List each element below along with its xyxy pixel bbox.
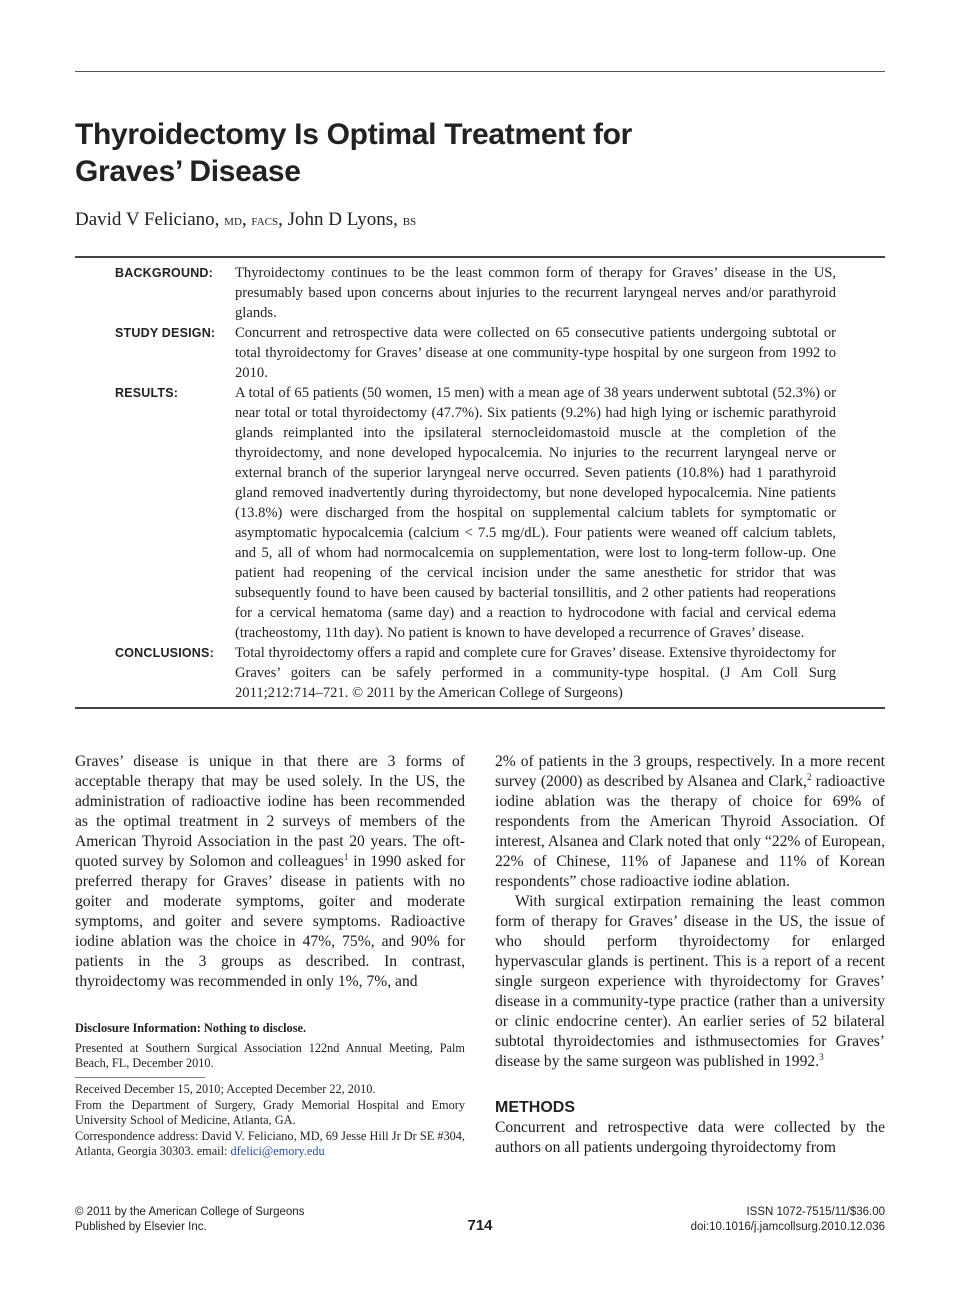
abstract-label: RESULTS: <box>115 386 179 400</box>
body-paragraph <box>495 752 885 892</box>
reference-link[interactable]: 3 <box>819 1052 824 1062</box>
presented-note: Presented at Southern Surgical Association 122nd Annual Meeting, Palm Beach, FL, December 2010. <box>75 1040 465 1070</box>
author-2-name: John D Lyons, <box>287 209 398 230</box>
body-paragraph <box>75 752 465 992</box>
author-list: David V Feliciano, md, facs, John D Lyons, bs <box>75 209 417 230</box>
section-heading-methods: METHODS <box>495 1099 575 1116</box>
abstract-label: STUDY DESIGN: <box>115 326 216 340</box>
footnote-disclosure-block <box>75 1021 465 1072</box>
abstract-study-design <box>75 323 885 383</box>
footer-right <box>691 1205 885 1235</box>
abstract-background <box>75 263 885 323</box>
body-column-right <box>495 752 885 1158</box>
copyright-text: © 2011 by the American College of Surgeons <box>75 1206 305 1218</box>
email-link[interactable]: dfelici@emory.edu <box>230 1144 325 1158</box>
footnote-affiliation-block <box>75 1082 465 1160</box>
body-text: in 1990 asked for preferred therapy for Graves’ disease in patients with no goiter and moderate symptoms, goiter and moderate symptoms, and goiter and severe symptoms. Radioactive iodine ablation was the choice in 47%, 75%, and 90% for patients in the 3 groups as described. In contrast, thyroidectomy was recommended in only 1%, 7%, and <box>75 853 465 990</box>
author-1-degree-facs: facs <box>251 213 279 229</box>
abstract-box <box>75 256 885 709</box>
reference-link[interactable]: 1 <box>343 852 349 862</box>
top-rule <box>75 71 885 72</box>
body-text: radioactive iodine ablation was the therapy of choice for 69% of respondents from the American Thyroid Association. Of interest, Alsanea and Clark noted that only “22% of European, 22% of Chinese, 11% of Japanese and 11% of Korean respondents” chose radioactive iodine ablation. <box>495 773 885 890</box>
affiliation-note: From the Department of Surgery, Grady Memorial Hospital and Emory University School of Medicine, Atlanta, GA. <box>75 1097 465 1127</box>
abstract-text: Total thyroidectomy offers a rapid and complete cure for Graves’ disease. Extensive thyroidectomy for Graves’ goiters can be safely performed in a community-type hospital. (J Am Coll Surg 2011;212:714–721. © 2011 by the American College of Surgeons) <box>235 645 836 701</box>
disclosure-note: Disclosure Information: Nothing to disclose. <box>75 1021 307 1035</box>
author-2-degree: bs <box>402 213 417 229</box>
body-paragraph: Concurrent and retrospective data were collected by the authors on all patients undergoing thyroidectomy from <box>495 1119 885 1156</box>
body-paragraph <box>495 892 885 1072</box>
title-line-2: Graves’ Disease <box>75 155 301 188</box>
publisher-text: Published by Elsevier Inc. <box>75 1221 207 1233</box>
body-column-left <box>75 752 465 992</box>
reference-link[interactable]: 2 <box>806 772 812 782</box>
abstract-label: BACKGROUND: <box>115 266 214 280</box>
footnote-divider <box>75 1077 205 1078</box>
author-1-degree-md: md <box>224 213 242 229</box>
correspondence-note: Correspondence address: David V. Feliciano, MD, 69 Jesse Hill Jr Dr SE #304, Atlanta, Georgia 30303. email: dfelici@emory.edu <box>75 1128 465 1158</box>
abstract-label: CONCLUSIONS: <box>115 646 214 660</box>
issn-text: ISSN 1072-7515/11/$36.00 <box>746 1206 885 1218</box>
author-1-name: David V Feliciano, <box>75 209 220 230</box>
abstract-conclusions <box>75 643 885 703</box>
body-text: With surgical extirpation remaining the least common form of therapy for Graves’ disease in the US, the issue of who should perform thyroidectomy for enlarged hypervascular glands is pertinent. This is a report of a recent single surgeon experience with thyroidectomy for Graves’ disease in a community-type practice (rather than a university or clinic endocrine center). An earlier series of 52 bilateral subtotal thyroidectomies and isthmusectomies for Graves’ disease by the same surgeon was published in 1992. <box>495 893 885 1070</box>
title-line-1: Thyroidectomy Is Optimal Treatment for <box>75 118 633 151</box>
received-note: Received December 15, 2010; Accepted December 22, 2010. <box>75 1082 376 1096</box>
abstract-results <box>75 383 885 643</box>
body-text: Graves’ disease is unique in that there are 3 forms of acceptable therapy that may be used solely. In the US, the administration of radioactive iodine has been recommended as the optimal treatment in 2 surveys of members of the American Thyroid Association in the past 20 years. The oft-quoted survey by Solomon and colleagues <box>75 753 465 870</box>
article-title <box>75 116 775 190</box>
abstract-text: Thyroidectomy continues to be the least common form of therapy for Graves’ disease in the US, presumably based upon concerns about injuries to the recurrent laryngeal nerves and/or parathyroid glands. <box>235 265 836 321</box>
body-text: 2% of patients in the 3 groups, respectively. In a more recent survey (2000) as described by Alsanea and Clark, <box>495 753 885 790</box>
doi-text: doi:10.1016/j.jamcollsurg.2010.12.036 <box>690 1221 885 1233</box>
abstract-text: Concurrent and retrospective data were collected on 65 consecutive patients undergoing subtotal or total thyroidectomy for Graves’ disease at one community-type hospital by one surgeon from 1992 to 2010. <box>235 325 836 381</box>
page-number: 714 <box>467 1217 493 1234</box>
abstract-text: A total of 65 patients (50 women, 15 men) with a mean age of 38 years underwent subtotal (52.3%) or near total or total thyroidectomy (47.7%). Six patients (9.2%) had high lying or ischemic parathyroid glands reimplanted into the ipsilateral sternocleidomastoid muscle at the completion of the thyroidectomy, and none developed hypocalcemia. No injuries to the recurrent laryngeal nerve or external branch of the superior laryngeal nerve occurred. Seven patients (10.8%) had 1 parathyroid gland removed inadvertently during thyroidectomy, but none developed hypocalcemia. Nine patients (13.8%) were discharged from the hospital on supplemental calcium tablets for symptomatic or asymptomatic hypocalcemia (calcium < 7.5 mg/dL). Four patients were weaned off calcium tablets, and 5, all of whom had normocalcemia on supplementation, were lost to long-term follow-up. One patient had reopening of the cervical incision under the same anesthetic for stridor that was subsequently found to have been caused by bacterial tonsillitis, and 2 other patients had reoperations for a cervical hematoma (same day) and a reaction to hydrocodone with facial and cervical edema (tracheostomy, 11th day). No patient is known to have developed a recurrence of Graves’ disease. <box>235 385 836 641</box>
